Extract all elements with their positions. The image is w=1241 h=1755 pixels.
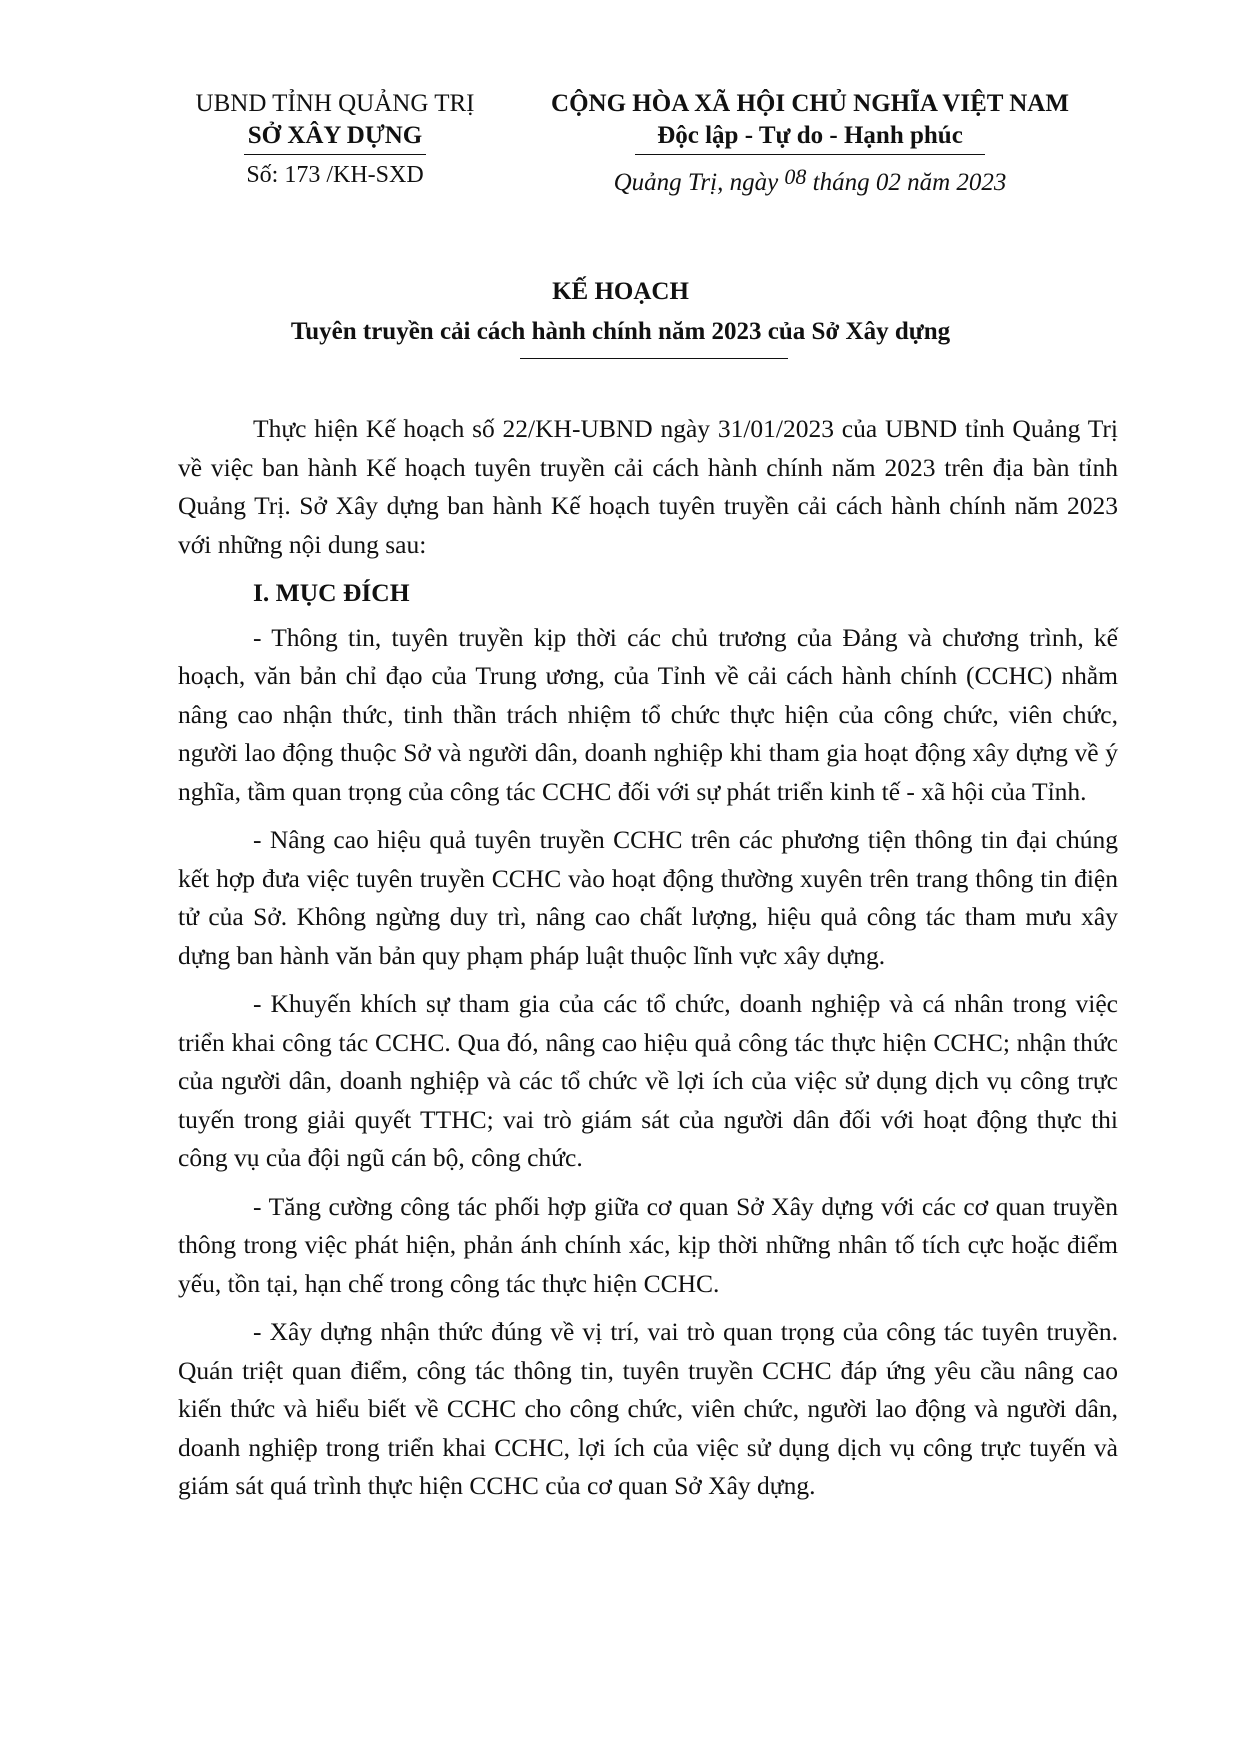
motto-underline bbox=[635, 154, 985, 155]
national-name: CỘNG HÒA XÃ HỘI CHỦ NGHĨA VIỆT NAM bbox=[551, 90, 1069, 117]
issue-date bbox=[520, 164, 1100, 199]
body-paragraph: - Tăng cường công tác phối hợp giữa cơ quan Sở Xây dựng với các cơ quan truyền thông trong việc phát hiện, phản ánh chính xác, kịp thời những nhân tố tích cực hoặc điểm yếu, tồn tại, hạn chế trong công tác thực hiện CCHC. bbox=[178, 1191, 1118, 1298]
body-paragraph: - Khuyến khích sự tham gia của các tổ chức, doanh nghiệp và cá nhân trong việc triển khai công tác CCHC. Qua đó, nâng cao hiệu quả công tác thực hiện CCHC; nhận thức của người dân, doanh nghiệp và các tổ chức về lợi ích của việc sử dụng dịch vụ công trực tuyến trong giải quyết TTHC; vai trò giám sát của người dân đối với hoạt động thực thi công vụ của đội ngũ cán bộ, công chức. bbox=[178, 989, 1118, 1172]
document-body bbox=[178, 410, 1118, 1506]
document-number: Số: 173 /KH-SXD bbox=[246, 162, 424, 188]
date-day: 08 bbox=[784, 164, 807, 189]
document-subtitle: Tuyên truyền cải cách hành chính năm 2023 của Sở Xây dựng bbox=[290, 318, 951, 345]
title-underline bbox=[520, 358, 788, 359]
intro-paragraph: Thực hiện Kế hoạch số 22/KH-UBND ngày 31/01/2023 của UBND tỉnh Quảng Trị về việc ban hành Kế hoạch tuyên truyền cải cách hành chính năm 2023 trên địa bàn tỉnh Quảng Trị. Sở Xây dựng ban hành Kế hoạch tuyên truyền cải cách hành chính năm 2023 với những nội dung sau: bbox=[178, 414, 1118, 559]
national-motto-block bbox=[520, 88, 1100, 199]
agency-name: UBND TỈNH QUẢNG TRỊ bbox=[195, 90, 475, 117]
department-underline bbox=[244, 154, 426, 155]
document-title: KẾ HOẠCH bbox=[552, 278, 689, 305]
body-paragraph: - Nâng cao hiệu quả tuyên truyền CCHC trên các phương tiện thông tin đại chúng kết hợp đưa việc tuyên truyền CCHC vào hoạt động thường xuyên trên trang thông tin điện tử của Sở. Không ngừng duy trì, nâng cao chất lượng, hiệu quả công tác tham mưu xây dựng ban hành văn bản quy phạm pháp luật thuộc lĩnh vực xây dựng. bbox=[178, 825, 1118, 970]
section-heading: I. MỤC ĐÍCH bbox=[253, 578, 410, 607]
date-suffix: tháng 02 năm 2023 bbox=[812, 169, 1007, 196]
department-name: SỞ XÂY DỰNG bbox=[247, 122, 423, 149]
national-motto: Độc lập - Tự do - Hạnh phúc bbox=[657, 122, 963, 149]
body-paragraph: - Thông tin, tuyên truyền kịp thời các chủ trương của Đảng và chương trình, kế hoạch, văn bản chỉ đạo của Trung ương, của Tỉnh về cải cách hành chính (CCHC) nhằm nâng cao nhận thức, tinh thần trách nhiệm tổ chức thực hiện của công chức, viên chức, người lao động thuộc Sở và người dân, doanh nghiệp khi tham gia hoạt động xây dựng về ý nghĩa, tầm quan trọng của công tác CCHC đối với sự phát triển kinh tế - xã hội của Tỉnh. bbox=[178, 622, 1118, 806]
issuing-agency-block bbox=[150, 88, 520, 191]
document-title-block bbox=[0, 272, 1241, 359]
date-prefix: Quảng Trị, ngày bbox=[613, 169, 779, 196]
body-paragraph: - Xây dựng nhận thức đúng về vị trí, vai trò quan trọng của công tác tuyên truyền. Quán triệt quan điểm, công tác thông tin, tuyên truyền CCHC đáp ứng yêu cầu nâng cao kiến thức và hiểu biết về CCHC cho công chức, viên chức, người lao động và người dân, doanh nghiệp trong triển khai CCHC, lợi ích của việc sử dụng dịch vụ công trực tuyến và giám sát quá trình thực hiện CCHC của cơ quan Sở Xây dựng. bbox=[178, 1317, 1118, 1500]
